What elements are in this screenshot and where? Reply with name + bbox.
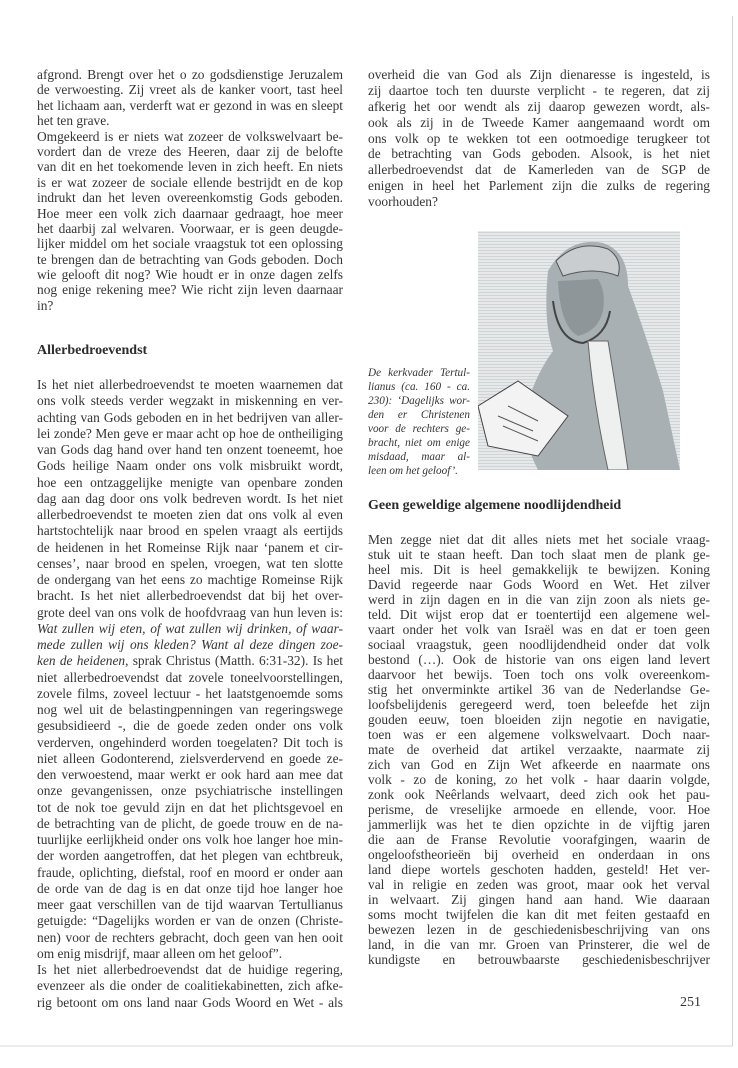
right-text-section-1 [368, 67, 710, 210]
text-line: het lichaam aan, verderft wat er gezond in was en sleept [37, 97, 343, 113]
text-line: in? [37, 297, 54, 313]
text-line: kundigste en betrouwbaarste geschiedenisbeschrijver [368, 952, 710, 967]
text-line: den er Christenen [368, 409, 470, 421]
text-line: afkerig het oor wendt als zij daarop gewezen wordt, als- [368, 98, 710, 114]
figure-caption [368, 366, 470, 478]
text-line: om enig misdrijf, maar alleen om het geloof”. [37, 945, 283, 961]
text-line: ons volk steeds verder wegzakt in miskenning en ver- [37, 393, 343, 409]
text-line: bestond (…). Ook de historie van ons eigen land levert [368, 652, 710, 667]
text-line: teld. Dit wijst erop dat er toentertijd een algemene wel- [368, 607, 710, 622]
text-line: het daarbij zal welvaren. Voorwaar, er is geen deugde- [37, 220, 343, 236]
text-line: voor de rechters ge- [368, 423, 470, 435]
text-line: bewezen lezen in de geschiedenisbeschrijving van ons [368, 922, 710, 937]
text-line: is er wat zozeer de sociale ellende bestrijdt en de kop [37, 174, 343, 190]
text-line: land diepe wortels geschoten hadden, gesteld! Het ver- [368, 862, 710, 877]
text-line: van Gods dag hand over hand ten onzent toeneemt, hoe [37, 442, 343, 457]
text-line: ongeloofstheorieën bij overheid en onderdaan in ons [368, 847, 710, 862]
text-line: de betrachting van de plicht, de goede trouw en de na- [37, 815, 343, 831]
heading-geen-geweldige-noodlijdendheid: Geen geweldige algemene noodlijdendheid [368, 498, 622, 513]
text-line: die aan de Franse Revolutie voorafgingen, waarin de [368, 832, 710, 847]
text-line: gesubsidieerd -, die de goede zeden onder ons volk [37, 718, 343, 734]
text-line: Is het niet allerbedroevendst te moeten waarnemen dat [37, 377, 343, 392]
italic-quote: Wat zullen wij eten, of wat zullen wij drinken, of waar- [37, 620, 343, 636]
paragraph [368, 67, 710, 210]
text-line: meer gaat verschillen van de tijd waarvan Tertullianus [37, 897, 343, 912]
text-line: Men zegge niet dat dit alles niets met het sociale vraag- [368, 532, 710, 547]
text-line: wie gelooft dit nog? Wie houdt er in onze dagen zelfs [37, 267, 343, 283]
text-line: niet alleen Godonterend, zielsverdervend en goede ze- [37, 750, 343, 766]
text-line: Hoe meer een volk zich daarnaar gedraagt, hoe meer [37, 205, 343, 221]
text-line: mate de overheid dat artikel verzaakte, naarmate zij [368, 742, 710, 757]
text-line: Is het niet allerbedroevendst dat de huidige regering, [37, 962, 343, 977]
text-line: bracht. Is het niet allerbedroevendst dat bij het over- [37, 588, 343, 604]
text-line: bracht, niet om enige [368, 437, 470, 449]
text-line [37, 621, 343, 637]
text-line: hoe een ontzaggelijke menigte van openbare zonden [37, 474, 343, 490]
paragraph [37, 67, 343, 129]
text-line: nen) voor de rechters gebracht, doch geen van hen ooit [37, 929, 343, 945]
text-line: gouden eeuw, toen bloeiden zijn negotie en navigatie, [368, 712, 710, 727]
text-line: lijker middel om het sociale vraagstuk tot een oplossing [37, 236, 343, 252]
text-line: zonk ook Neêrlands welvaart, deed zich ook het pau- [368, 787, 710, 802]
tertullianus-portrait [478, 231, 680, 470]
text-line: indrukt dan het leven overeenkomstig Gods geboden. [37, 190, 343, 206]
text-line: werd in zijn dagen en in die van zijn zoon als niets ge- [368, 592, 710, 607]
paragraph [368, 532, 710, 967]
text-line: fraude, oplichting, diefstal, roof en moord er onder aan [37, 864, 343, 880]
text-line: getuigde: “Dagelijks worden er van de onzen (Christe- [37, 913, 343, 929]
text-line: niet allerbedroevendst dat zovele toneelvoorstellingen, [37, 669, 343, 685]
text-line: toen was er een algemene volkswelvaart. Doch naar- [368, 727, 710, 742]
text-line [37, 653, 343, 669]
text-line: de verwoesting. Zij vreet als de kanker voort, tast heel [37, 82, 343, 98]
paragraph [368, 366, 470, 478]
text-line: Gods heilige Naam onder ons volk misbruikt wordt, [37, 458, 343, 474]
text-line: De kerkvader Tertul- [368, 367, 470, 379]
text-line: val in religie en zeden was groot, maar ook het verval [368, 877, 710, 892]
text-line: verderven, ongehinderd worden toegelaten? Dit toch is [37, 734, 343, 750]
text-line: censes’, naar brood en spelen, vroegen, wat ten slotte [37, 555, 343, 571]
text-line: ons volk op te wekken tot een ootmoedige terugkeer tot [368, 130, 710, 146]
italic-quote: mede zullen wij ons kleden? Want al deze dingen zoe- [37, 637, 343, 652]
text-line: nog wel uit de belastingpenningen van regeringswege [37, 702, 343, 717]
text-line: volk - zo de koning, zo het volk - haar daarin volgde, [368, 772, 710, 787]
text-line: vaart onder het volk van Israël was en dat er toen geen [368, 622, 710, 637]
text-line: rig betoont om ons land naar Gods Woord en Wet - als [37, 994, 343, 1010]
text-line [37, 637, 343, 653]
text-line: jammerlijk was het te dien opzichte in de vijftig jaren [368, 817, 710, 832]
italic-quote: ken de heidenen [37, 653, 126, 669]
text-line: stuk uit te staan heeft. Dan toch slaat men de plank ge- [368, 547, 710, 562]
left-text-section-1 [37, 67, 343, 313]
text-line: sociaal vraagstuk, geen noodlijdendheid onder dat volk [368, 637, 710, 652]
text-line: de heidenen in het Romeinse Rijk naar ‘panem et cir- [37, 539, 343, 555]
text-line: te brengen dan de betrachting van Gods geboden. Doch [37, 251, 343, 267]
text-line: nog enige rekening mee? Wie richt zijn leven daarnaar [37, 282, 343, 298]
text-line: grote deel van ons volk de hoofdvraag van hun leven is: [37, 604, 343, 620]
text-line: zovele films, zoveel lectuur - het laatstgenoemde soms [37, 685, 343, 701]
text-line: voorhouden? [368, 194, 438, 210]
text-line: loofsbelijdenis geregeerd werd, toen beleefde het zijn [368, 697, 710, 712]
text-line: zich van God en Zijn Wet afkeerde en naarmate ons [368, 757, 710, 772]
text-line: den verwoestend, maar werkt er ook hard aan mee dat [37, 767, 343, 782]
text-line: Omgekeerd is er niets wat zozeer de volkswelvaart be- [37, 128, 343, 144]
heading-allerbedroevendst: Allerbedroevendst [37, 343, 148, 358]
text-line: de ondergang van het eens zo machtige Romeinse Rijk [37, 572, 343, 587]
text-line: van dit en het toekomende leven in zich heeft. En niets [37, 159, 343, 175]
text-line: de orde van de dag is en dat onze tijd hoe langer hoe [37, 880, 343, 896]
text-line: perisme, de vreselijke armoede en ellende, voor. Hoe [368, 802, 710, 817]
text-line: het ten grave. [37, 113, 110, 129]
text-line: dag aan dag door ons volk bedreven wordt. Is het niet [37, 490, 343, 506]
text-line: achting van Gods geboden en in het bedrijven van aller- [37, 409, 343, 425]
text-line: de betrachting van Gods geboden. Alsook, is het niet [368, 146, 710, 162]
text-line: allerbedroevendst dat de Kamerleden van de SGP de [368, 162, 710, 178]
text-line: tot de nok toe gevuld zijn en dat het plichtsgevoel en [37, 799, 343, 815]
text-line: afgrond. Brengt over het o zo godsdienstige Jeruzalem [37, 67, 343, 82]
text-line: heel mis. Dit is heel gemakkelijk te bewijzen. Koning [368, 562, 710, 577]
text-line: David regeerde naar Gods Woord en Wet. Het zilver [368, 577, 710, 592]
text-line: zij daartoe toch ten duurste verplicht - te regeren, dat zij [368, 82, 710, 98]
text-line: 230): ‘Dagelijks wor- [368, 395, 470, 407]
paragraph [37, 377, 343, 962]
text-line: land, in die van mr. Groen van Prinsterer, die wel de [368, 937, 710, 952]
text-line: vordert dan de vreze des Heeren, daar zij de belofte [37, 143, 343, 159]
text-line: onze gevangenissen, onze psychiatrische instellingen [37, 783, 343, 799]
text-line: daarvoor het bewijs. Toen toch ons volk overeenkom- [368, 667, 710, 682]
text-line: tuurlijke eerlijkheid onder ons volk hoe langer hoe min- [37, 832, 343, 847]
text-line: soms mocht twijfelen die kan dit met feiten gestaafd en [368, 907, 710, 922]
page-number: 251 [680, 995, 701, 1010]
text-line: evenzeer als die onder de coalitiekabinetten, zich afke- [37, 978, 343, 994]
text-line: stig het onverminkte artikel 36 van de Nederlandse Ge- [368, 682, 710, 697]
paragraph [37, 962, 343, 1011]
text-line: overheid die van God als Zijn dienaresse is ingesteld, is [368, 67, 710, 82]
text-segment: , sprak Christus (Matth. 6:31-32). Is het [125, 653, 343, 669]
text-line: misdaad, maar al- [368, 451, 470, 463]
text-line: enigen in heel het Parlement zijn die zulks de regering [368, 178, 710, 194]
left-text-section-2 [37, 377, 343, 1011]
text-line: hartstochtelijk naar brood en spelen vraagt als eertijds [37, 523, 343, 539]
text-line: leen om het geloof’. [368, 465, 458, 477]
text-line: ook als zij in de Tweede Kamer aangemaand wordt om [368, 114, 710, 130]
text-line: lei zonde? Men geve er maar acht op hoe de ontheiliging [37, 425, 343, 441]
right-text-section-2 [368, 532, 710, 967]
text-line: der worden aangetroffen, dat het plegen van echtbreuk, [37, 848, 343, 864]
text-line: allerbedroevendst te moeten zien dat ons volk al even [37, 507, 343, 522]
text-line: lianus (ca. 160 - ca. [368, 381, 470, 393]
text-line: in welvaart. Zij gingen hand aan hand. Wie daaraan [368, 892, 710, 907]
paragraph [37, 129, 343, 314]
